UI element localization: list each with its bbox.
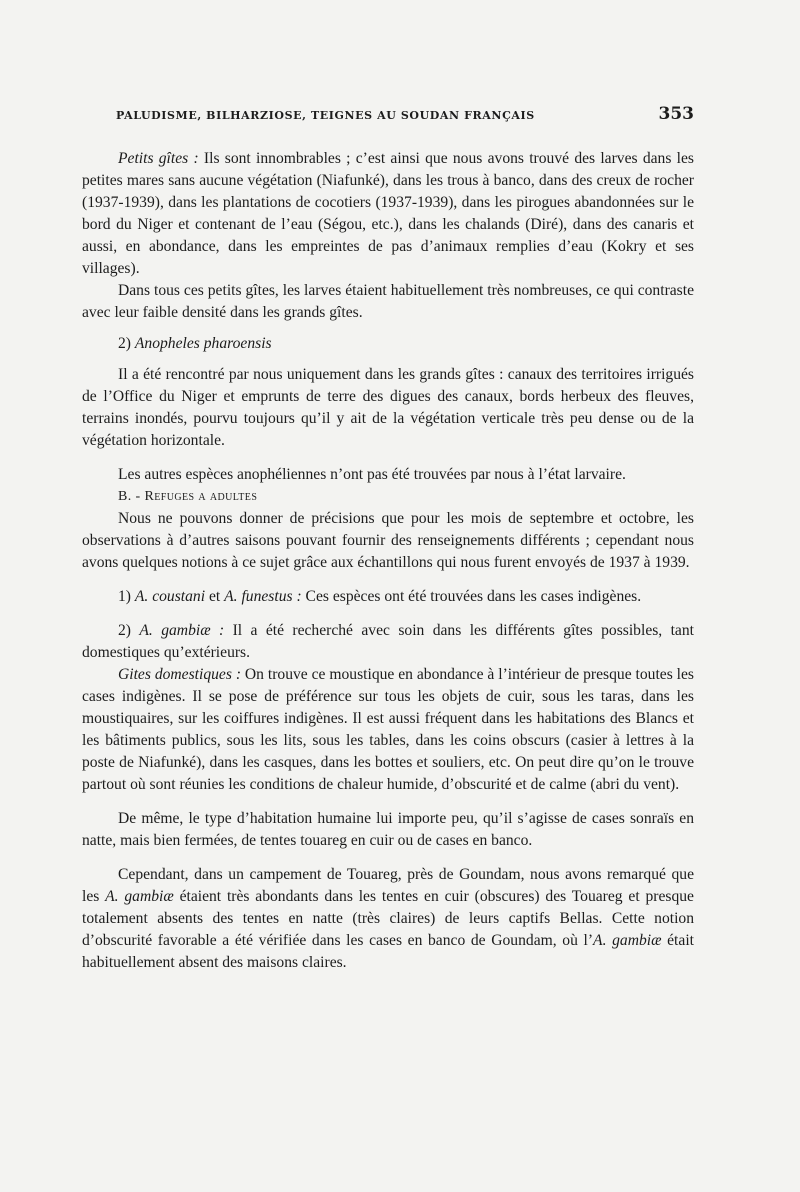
gites-domestiques-text: On trouve ce moustique en abondance à l’intérieur de presque toutes les cases indigènes. Il se pose de préférence sur tous les objets de cuir, sous les taras, dans les moustiquaires, sur les coiffures indigènes. Il est aussi fréquent dans les habitations des Blancs et les bâtiments publics, sous les lits, sous les tables, dans les coins obscurs (casier à lettres à la poste de Niafunké), dans les casques, dans les bottes et souliers, etc. On peut dire qu’on le trouve partout où sont réunies les conditions de chaleur humide, d’obscurité et de calme (abri du vent). bbox=[82, 666, 694, 793]
item-2-text: Il a été recherché avec soin dans les différents gîtes possibles, tant domestiques qu’extérieurs. bbox=[82, 622, 694, 661]
gites-domestiques-label: Gites domestiques : bbox=[118, 666, 242, 683]
subheading-pharoensis bbox=[82, 333, 694, 355]
item-1-et: et bbox=[205, 588, 225, 605]
item-1-text: Ces espèces ont été trouvées dans les cases indigènes. bbox=[301, 588, 642, 605]
page-number: 353 bbox=[658, 104, 694, 124]
paragraph-item-2 bbox=[82, 620, 694, 664]
campement-text-a: Cependant, dans un campement de Touareg, près de Goundam, nous avons remarqué que les bbox=[82, 866, 694, 905]
paragraph-autres-especes: Les autres espèces anophéliennes n’ont pas été trouvées par nous à l’état larvaire. bbox=[118, 466, 626, 483]
paragraph-habitation: De même, le type d’habitation humaine lui importe peu, qu’il s’agisse de cases sonraïs en natte, mais bien fermées, de tentes touareg en cuir ou de cases en banco. bbox=[82, 810, 694, 849]
running-head bbox=[116, 104, 694, 124]
paragraph-petits-gites bbox=[82, 148, 694, 280]
pharoensis-species: Anopheles pharoensis bbox=[134, 335, 272, 352]
campement-text-b: étaient très abondants dans les tentes en cuir (obscures) des Touareg et presque totalement absents des tentes en natte (très claires) de leurs captifs Bellas. Cette notion d’obscurité favorable a été vérifiée dans les cases en banco de Goundam, où l’ bbox=[82, 888, 694, 949]
running-title: PALUDISME, BILHARZIOSE, TEIGNES AU SOUDAN FRANÇAIS bbox=[116, 109, 535, 122]
petits-gites-label: Petits gîtes : bbox=[118, 150, 199, 167]
paragraph-petits-gites-density: Dans tous ces petits gîtes, les larves étaient habituellement très nombreuses, ce qui contraste avec leur faible densité dans les grands gîtes. bbox=[82, 282, 694, 321]
body-text bbox=[82, 148, 694, 974]
paragraph-campement bbox=[82, 864, 694, 974]
pharoensis-number: 2) bbox=[118, 335, 135, 352]
item-1-species-1: A. coustani bbox=[134, 588, 206, 605]
item-2-species: A. gambiæ : bbox=[139, 622, 225, 639]
item-1-species-2: A. funestus : bbox=[224, 588, 302, 605]
paragraph-refuges-intro: Nous ne pouvons donner de précisions que pour les mois de septembre et octobre, les observations à d’autres saisons pouvant fournir des renseignements différents ; cependant nous avons quelques notions à ce sujet grâce aux échantillons qui nous furent envoyés de 1937 à 1939. bbox=[82, 510, 694, 571]
campement-text-c: était habituellement absent des maisons claires. bbox=[82, 932, 694, 971]
petits-gites-text: Ils sont innombrables ; c’est ainsi que nous avons trouvé des larves dans les petites mares sans aucune végétation (Niafunké), dans les trous à banco, dans des creux de rocher (1937-1939), dans les plantations de cocotiers (1937-1939), dans les pirogues abandonnées sur le bord du Niger et contenant de l’eau (Ségou, etc.), dans les chalands (Diré), dans des canaris et aussi, en abondance, dans les empreintes de pas d’animaux remplies d’eau (Kokry et ses villages). bbox=[82, 150, 694, 277]
section-heading-refuges: B. - Refuges a adultes bbox=[118, 489, 258, 504]
paragraph-pharoensis: Il a été rencontré par nous uniquement dans les grands gîtes : canaux des territoires irrigués de l’Office du Niger et emprunts de terre des digues des canaux, bords herbeux des fleuves, terrains inondés, pourvu toujours qu’il y ait de la végétation verticale très peu dense ou de la végétation horizontale. bbox=[82, 366, 694, 449]
item-1-number: 1) bbox=[118, 588, 135, 605]
item-2-number: 2) bbox=[118, 622, 140, 639]
campement-species-1: A. gambiæ bbox=[105, 888, 174, 905]
paragraph-gites-domestiques bbox=[82, 664, 694, 796]
paragraph-item-1 bbox=[82, 586, 694, 608]
campement-species-2: A. gambiæ bbox=[593, 932, 662, 949]
